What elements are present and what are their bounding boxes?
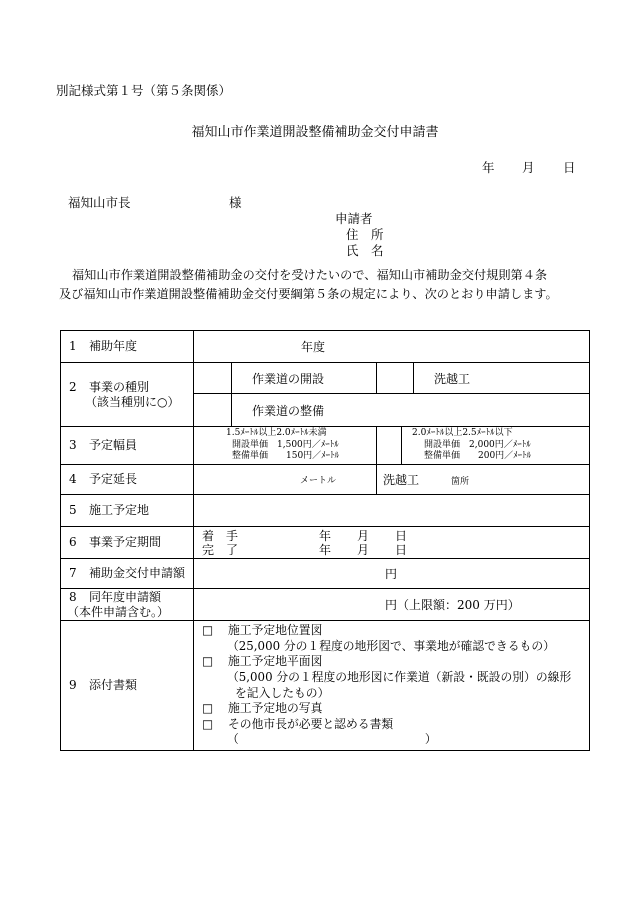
row6-label: 6 事業予定期間 xyxy=(61,527,194,559)
attachment-location-map[interactable]: □ 施工予定地位置図 xyxy=(202,623,323,638)
row1-label: 1 補助年度 xyxy=(61,331,194,363)
period-field[interactable]: 着 手 年 月 日 完 了 年 月 日 xyxy=(194,527,590,559)
planned-length-field[interactable]: メートル xyxy=(194,465,377,495)
width-option-b-check[interactable] xyxy=(401,427,402,464)
checkbox-icon: □ xyxy=(202,716,214,731)
maintenance-check-cell[interactable] xyxy=(194,394,232,427)
applicant-address-label: 住 所 xyxy=(346,227,384,242)
row8-label: 8 同年度申請額 （本件申請含む。） xyxy=(61,589,194,621)
washout-check-cell[interactable] xyxy=(377,363,414,394)
row-subsidy-amount xyxy=(61,559,590,589)
subsidy-amount-field[interactable]: 円 xyxy=(194,559,590,589)
attachments-list xyxy=(194,621,590,751)
row2-label: 2 事業の種別 （該当種別に○） xyxy=(61,363,194,427)
form-number: 別記様式第１号（第５条関係） xyxy=(56,83,232,98)
opening-option: 作業道の開設 xyxy=(232,363,377,394)
maintenance-option: 作業道の整備 xyxy=(232,394,590,427)
attachment-photo[interactable]: □ 施工予定地の写真 xyxy=(202,701,323,716)
intro-paragraph xyxy=(59,266,591,304)
fiscal-year-field[interactable]: 年度 xyxy=(194,331,590,363)
width-option-a[interactable]: 1.5ﾒｰﾄﾙ以上2.0ﾒｰﾄﾙ未満 開設単価 1,500円／ﾒｰﾄﾙ 整備単価 150円／ﾒｰﾄﾙ xyxy=(194,427,377,465)
row3-label: 3 予定幅員 xyxy=(61,427,194,465)
row9-label: 9 添付書類 xyxy=(61,621,194,751)
row-annual-amount xyxy=(61,589,590,621)
date-year-label: 年 xyxy=(482,160,495,175)
attachment-other[interactable]: □ その他市長が必要と認める書類 xyxy=(202,716,394,731)
row-attachments xyxy=(61,621,590,751)
row5-label: 5 施工予定地 xyxy=(61,495,194,527)
opening-check-cell[interactable] xyxy=(194,363,232,394)
washout-count-field[interactable]: 洗越工 箇所 xyxy=(377,465,590,495)
row-fiscal-year xyxy=(61,331,590,363)
date-day-label: 日 xyxy=(563,160,576,175)
applicant-heading: 申請者 xyxy=(335,211,373,226)
attachment-location-map-note: （25,000 分の１程度の地形図で、事業地が確認できるもの） xyxy=(227,638,555,653)
site-field[interactable] xyxy=(194,495,590,527)
row7-label: 7 補助金交付申請額 xyxy=(61,559,194,589)
row4-label: 4 予定延長 xyxy=(61,465,194,495)
intro-line-1: 福知山市作業道開設整備補助金の交付を受けたいので、福知山市補助金交付規則第４条 xyxy=(72,268,548,282)
checkbox-icon: □ xyxy=(202,623,214,638)
row-period xyxy=(61,527,590,559)
attachment-plan-map[interactable]: □ 施工予定地平面図 xyxy=(202,654,323,669)
row-planned-length xyxy=(61,465,590,495)
annual-amount-field[interactable]: 円（上限額：200 万円） xyxy=(194,589,590,621)
applicant-block xyxy=(335,211,384,259)
addressee-suffix: 様 xyxy=(229,195,242,210)
row-project-type xyxy=(61,363,590,394)
washout-option: 洗越工 xyxy=(414,363,590,394)
attachment-plan-map-note: （5,000 分の１程度の地形図に作業道（新設・既設の別）の線形 xyxy=(227,669,572,684)
checkbox-icon: □ xyxy=(202,654,214,669)
row-site xyxy=(61,495,590,527)
attachment-other-field[interactable]: （ ） xyxy=(227,732,437,747)
attachment-plan-map-note-2: を記入したもの） xyxy=(235,685,330,700)
addressee-name: 福知山市長 xyxy=(68,195,131,210)
intro-line-2: 及び福知山市作業道開設整備補助金交付要綱第５条の規定により、次のとおり申請します。 xyxy=(59,287,558,301)
checkbox-icon: □ xyxy=(202,701,214,716)
application-form-table xyxy=(60,330,590,751)
row-planned-width xyxy=(61,427,590,465)
date-month-label: 月 xyxy=(522,160,535,175)
form-title: 福知山市作業道開設整備補助金交付申請書 xyxy=(191,125,439,140)
width-option-b[interactable]: 2.0ﾒｰﾄﾙ以上2.5ﾒｰﾄﾙ以下 開設単価 2,000円／ﾒｰﾄﾙ 整備単価 200円／ﾒｰﾄﾙ xyxy=(377,427,590,465)
applicant-name-label: 氏 名 xyxy=(346,243,384,258)
